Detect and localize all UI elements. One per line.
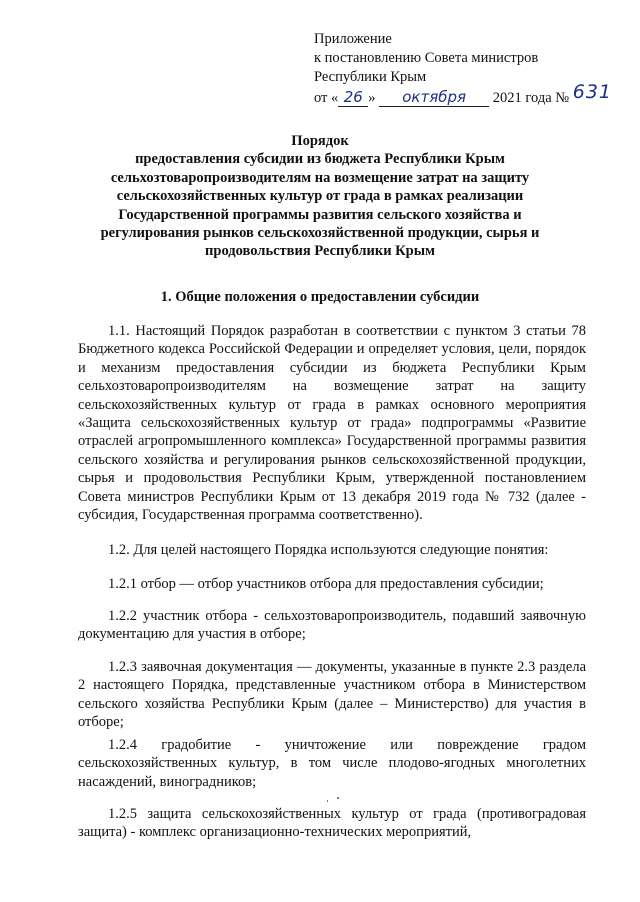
paragraph-1-2-3: 1.2.3 заявочная документация — документы, указанные в пункте 2.3 раздела 2 настоящего Порядка, представленные участником отбора в Министерством сельского хозяйства Республики Крым (далее – Министерство) для участия в отборе;	[78, 659, 586, 731]
date-day-field	[338, 89, 368, 107]
annex-dateline	[314, 81, 612, 108]
date-year-label: 2021 года №	[492, 90, 570, 106]
paragraph-1-2-5: 1.2.5 защита сельскохозяйственных культур от града (противоградовая защита) - комплекс организационно-технических мероприятий,	[78, 806, 586, 841]
paragraph-1-2-2: 1.2.2 участник отбора - сельхозтоваропроизводитель, подавший заявочную документацию для участия в отборе;	[78, 608, 586, 643]
paragraph-1-2: 1.2. Для целей настоящего Порядка используются следующие понятия:	[108, 542, 549, 558]
decree-number-handwritten: 631	[572, 81, 612, 103]
section-heading-general: 1. Общие положения о предоставлении субсидии	[160, 289, 480, 305]
document-title	[80, 132, 560, 261]
annex-line-decree: к постановлению Совета министров	[314, 50, 539, 66]
date-month-field	[379, 89, 489, 107]
title-body: предоставления субсидии из бюджета Республики Крым сельхозтоваропроизводителям на возмещение затрат на защиту сельскохозяйственных культур от града в рамках реализации Государственной программы развития сельского хозяйства и регулирования рынков сельскохозяйственной продукции, сырья и продовольствия Республики Крым	[100, 151, 540, 260]
date-quote-close: »	[368, 90, 376, 106]
title-heading: Порядок	[291, 133, 349, 149]
scan-speck	[337, 797, 339, 799]
date-month-handwritten: октября	[402, 88, 467, 106]
paragraph-1-2-1: 1.2.1 отбор — отбор участников отбора для предоставления субсидии;	[108, 576, 544, 592]
annex-title: Приложение	[314, 31, 392, 47]
scan-speck	[327, 800, 328, 802]
paragraph-1-2-4: 1.2.4 градобитие - уничтожение или повреждение градом сельскохозяйственных культур, в том числе плодово-ягодных многолетних насаждений, виноградников;	[78, 737, 586, 790]
annex-line-republic: Республики Крым	[314, 69, 427, 85]
paragraph-1-1: 1.1. Настоящий Порядок разработан в соответствии с пунктом 3 статьи 78 Бюджетного кодекса Российской Федерации и определяет условия, цели, порядок и механизм предоставления субсидии из бюджета Республики Крым сельхозтоваропроизводителям на возмещение затрат на защиту сельскохозяйственных культур от града в рамках основного мероприятия «Защита сельскохозяйственных культур от града» подпрограммы «Развитие отраслей агропромышленного комплекса» Государственной программы развития сельского хозяйства и регулирования рынков сельскохозяйственной продукции, сырья и продовольствия Республики Крым, утвержденной постановлением Совета министров Республики Крым от 13 декабря 2019 года № 732 (далее - субсидия, Государственная программа соответственно).	[78, 323, 586, 524]
date-day-handwritten: 26	[343, 88, 363, 106]
annex-header	[314, 30, 612, 108]
date-prefix: от «	[314, 90, 339, 106]
